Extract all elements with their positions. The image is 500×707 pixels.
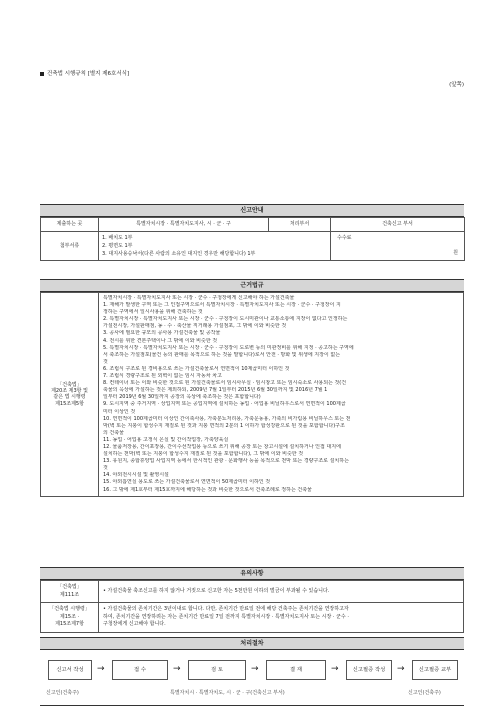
law-ref-line: 제20조 제3항 및 xyxy=(51,388,88,395)
law-item: 6. 조립식 구조로 된 경비용으로 쓰는 가설건축물로서 연면적이 10제곱미터 이하인 것 xyxy=(103,365,290,372)
law-item: 의 건축물 xyxy=(103,429,124,436)
form-header xyxy=(40,71,464,81)
law-item: 1. 재해가 발생한 구역 또는 그 인접구역으로서 특별자치시장 · 특별자치도지사 또는 시장 · 군수 · 구청장이 지 xyxy=(103,302,341,309)
law-reference xyxy=(41,293,99,497)
arrow-right-icon: → xyxy=(251,664,259,674)
process-step-deliver: 신고필증 교부 xyxy=(412,660,458,680)
fee-unit: 원 xyxy=(453,249,458,256)
law-ref-line: 제15조제5항 xyxy=(55,400,84,407)
process-flow xyxy=(40,650,464,706)
process-step-certificate: 신고필증 작성 xyxy=(346,660,392,680)
law-item: 14. 야외전시시설 및 촬영시설 xyxy=(103,472,169,479)
caution-line: 구청장에게 신고해야 합니다. xyxy=(103,621,166,627)
caution-text xyxy=(99,581,464,603)
arrow-right-icon: → xyxy=(397,664,405,674)
front-mark: (앞쪽) xyxy=(449,82,464,88)
process-step-approve: 결 재 xyxy=(266,660,326,680)
process-title: 처리절차 xyxy=(40,637,464,650)
attachments-label: 첨부서류 xyxy=(41,232,99,261)
dept-label: 처리부서 xyxy=(269,218,331,232)
caution-section xyxy=(40,567,464,633)
law-item: 8. 컨테이너 또는 이와 비슷한 것으로 된 가설건축물로서 임시사무실 · 임시창고 또는 임시숙소로 사용되는 것(건 xyxy=(103,380,347,387)
process-label-applicant-end: 신고인(건축주) xyxy=(408,690,441,696)
law-item: 미터 이상인 것 xyxy=(103,408,136,415)
law-item: 가설전시장, 가설판매점, 농 · 수 · 축산물 직거래용 가설점포, 그 밖에 이와 비슷한 것 xyxy=(103,323,287,330)
fee-label: 수수료 xyxy=(337,235,352,241)
law-item: 것 xyxy=(103,465,108,472)
caution-law-line: 제15조 · xyxy=(59,613,80,620)
attachments-list xyxy=(99,232,331,261)
process-step-review: 검 토 xyxy=(188,660,246,680)
law-item: 4. 전시를 위한 견본주택이나 그 밖에 이와 비슷한 것 xyxy=(103,337,218,344)
law-item: 축물의 옥상에 가설하는 것은 제외하되, 2009년 7월 1일부터 2015년 6월 30일까지 및 2016년 7월 1 xyxy=(103,387,328,394)
caution-table xyxy=(40,580,464,633)
law-item: 것 xyxy=(103,358,108,365)
caution-law-line: 「건축법 시행령」 xyxy=(49,606,90,612)
law-ref-line: 「건축법」 xyxy=(57,381,82,388)
notice-section xyxy=(40,204,464,261)
caution-line: • 가설건축물의 존치기간은 3년이내로 합니다. 다만, 존치기간 만료일 전에 해당 건축주는 존치기간을 연장하고자 xyxy=(103,606,349,612)
law-item: 막(벽 또는 지붕이 합성수지 재질로 된 것과 지붕 면적의 2분의 1 이하가 합성강판으로 된 것을 포함합니다)구조 xyxy=(103,422,345,429)
arrow-right-icon: → xyxy=(97,664,105,674)
law-item: 3. 공사에 필요한 규모의 공사용 가설건축물 및 공작물 xyxy=(103,330,221,337)
law-intro: 특별자치시장 · 특별자치도지사 또는 시장 · 군수 · 구청장에게 신고해야 하는 가설건축물 xyxy=(103,295,295,301)
caution-line: • 가설건축물 축조신고를 하지 않거나 거짓으로 신고한 자는 5천만원 이하의 벌금이 부과될 수 있습니다. xyxy=(103,587,330,594)
notice-table xyxy=(40,217,465,261)
law-item: 10. 연면적이 100제곱미터 이상인 간이축사용, 가축분뇨처리용, 가축운동용, 가축의 비가림용 비닐하우스 또는 천 xyxy=(103,415,351,422)
caution-line: 하여, 존치기간을 연장하려는 자는 존치기간 만료일 7일 전까지 특별자치시장 · 특별자치도지사 또는 시장 · 군수 · xyxy=(103,613,349,620)
law-item: 13. 유원지, 종합휴양업 사업지역 등에서 한시적인 관광 · 문화행사 등을 목적으로 천막 또는 경량구조로 설치하는 xyxy=(103,458,349,465)
law-section xyxy=(40,279,464,497)
fee-cell xyxy=(331,232,465,261)
law-item: 11. 농업 · 어업용 고정식 온실 및 간이작업장, 가축양육실 xyxy=(103,436,229,443)
process-step-receive: 접 수 xyxy=(112,660,168,680)
caution-law-line: 제111조 xyxy=(59,591,80,598)
caution-law xyxy=(41,603,99,633)
law-item: 일부터 2019년 6월 30일까지 공장의 옥상에 축조하는 것은 포함합니다) xyxy=(103,394,261,401)
law-item: 서 축조하는 가설점포(물건 등의 판매를 목적으로 하는 것을 말합니다)로서 안전 · 방화 및 위생에 지장이 없는 xyxy=(103,351,341,358)
caution-title: 유의사항 xyxy=(40,567,464,580)
dept-value: 건축신고 부서 xyxy=(331,218,465,232)
submit-place-value: 특별자치시장 · 특별자치도지사, 시 · 군 · 구 xyxy=(99,218,269,232)
process-label-office: 특별자치시 · 특별자치도, 시 · 군 · 구(건축신고 부서) xyxy=(170,690,285,696)
law-item: 15. 야외흡연실 용도로 쓰는 가설건축물로서 연면적이 50제곱미터 이하인 것 xyxy=(103,479,271,486)
submit-place-label: 제출하는 곳 xyxy=(41,218,99,232)
caution-law-line: 「건축법」 xyxy=(57,584,82,590)
law-title: 근거법규 xyxy=(40,279,464,292)
caution-law-line: 제15조제7항 xyxy=(55,621,84,627)
process-label-applicant: 신고인(건축주) xyxy=(46,690,79,696)
law-item: 2. 특별자치시장 · 특별자치도지사 또는 시장 · 군수 · 구청장이 도시미관이나 교통소통에 지장이 없다고 인정하는 xyxy=(103,316,348,323)
law-ref-line: 같은 법 시행령 xyxy=(53,394,86,401)
process-section xyxy=(40,637,464,706)
document-page xyxy=(40,0,464,707)
attachment-item: 3. 대지사용승낙서(다른 사람의 소유인 대지인 경우만 해당합니다) 1부 xyxy=(102,251,256,257)
bullet-square-icon xyxy=(40,72,44,76)
law-item: 12. 물품저장용, 간이포장용, 간이수선작업용 등으로 쓰기 위해 공장 또는 창고시설에 설치하거나 인접 대지에 xyxy=(103,443,341,450)
arrow-right-icon: → xyxy=(331,664,339,674)
attachment-item: 2. 평면도 1부 xyxy=(102,243,133,249)
law-item: 9. 도시지역 중 주거지역 · 상업지역 또는 공업지역에 설치하는 농업 · 어업용 비닐하우스로서 연면적이 100제곱 xyxy=(103,401,346,408)
law-item: 정하는 구역에서 일시사용을 위해 건축하는 것 xyxy=(103,309,203,316)
form-header-text: 건축법 시행규칙 [별지 제6호서식] xyxy=(47,71,130,77)
process-step-write: 신고서 작성 xyxy=(48,660,92,680)
arrow-right-icon: → xyxy=(173,664,181,674)
law-item: 5. 특별자치시장 · 특별자치도지사 또는 시장 · 군수 · 구청장이 도로변 등의 미관정비를 위해 지정 · 공고하는 구역에 xyxy=(103,344,354,351)
law-item: 설치하는 천막(벽 또는 지붕이 합성수지 재질로 된 것을 포함합니다), 그 밖에 이와 비슷한 것 xyxy=(103,451,304,458)
law-items xyxy=(99,293,464,497)
attachment-item: 1. 배치도 1부 xyxy=(102,235,133,241)
notice-title: 신고안내 xyxy=(40,204,464,217)
law-item: 16. 그 밖에 제1호부터 제15호까지에 해당하는 것과 비슷한 것으로서 건축조례로 정하는 건축물 xyxy=(103,486,312,493)
law-table xyxy=(40,292,464,497)
law-item: 7. 조립식 경량구조로 된 외벽이 없는 임시 자동차 차고 xyxy=(103,373,222,380)
caution-text xyxy=(99,603,464,633)
caution-law xyxy=(41,581,99,603)
